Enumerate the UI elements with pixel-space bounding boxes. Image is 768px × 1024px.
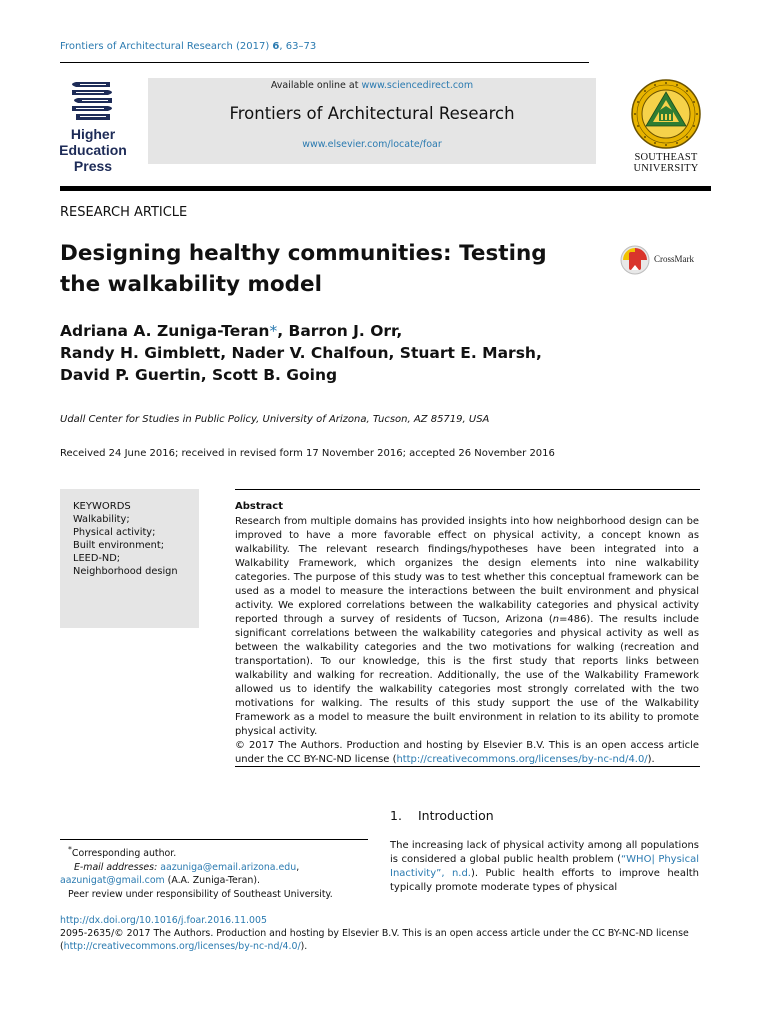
email-link-2[interactable]: aazunigat@gmail.com <box>60 875 165 887</box>
affiliation: Udall Center for Studies in Public Policy, University of Arizona, Tucson, AZ 85719, USA <box>60 414 490 425</box>
corresponding-author-link[interactable]: * <box>269 322 278 340</box>
author-names: , Barron J. Orr, <box>277 322 403 340</box>
abstract-text: =486). The results include significant correlations between the walkability categories and physical activity as well as between the walkability categories and the two motivations for walking (recreation and transportation). To our knowledge, this is the first study that reports links between walkability and walking for recreation. Additionally, the use of the Walkability Framework allowed us to identify the walkability categories most strongly correlated with the two motivations for walking. The results of this study support the use of the Walkability Framework as a model to measure the built environment in relation to its ability to promote physical activity. <box>235 614 699 737</box>
publisher-name-line: Higher <box>70 126 116 142</box>
bottom-license-link[interactable]: http://creativecommons.org/licenses/by-nc-nd/4.0/ <box>63 941 301 952</box>
journal-ref-pages: , 63–73 <box>279 41 317 52</box>
keyword-item: Built environment; <box>73 540 165 551</box>
crossmark-badge[interactable] <box>620 245 720 275</box>
intro-text: ). Public health efforts to improve health typically promote moderate types of physical <box>390 868 699 893</box>
university-name <box>624 152 708 174</box>
author-line <box>60 320 660 342</box>
publisher-name-line: Press <box>73 158 113 174</box>
crossmark-label: CrossMark <box>654 254 694 264</box>
keyword-item: LEED-ND; <box>73 553 121 564</box>
received-dates: Received 24 June 2016; received in revised form 17 November 2016; accepted 26 November 2016 <box>60 448 555 459</box>
abstract-top-rule <box>235 489 700 490</box>
license-line <box>60 940 720 953</box>
abstract-copyright: © 2017 The Authors. Production and hosting by Elsevier B.V. This is an open access article under the CC BY-NC-ND license ( <box>235 740 699 765</box>
article-type: RESEARCH ARTICLE <box>60 205 188 220</box>
author-list <box>60 320 660 386</box>
article-title: Designing healthy communities: Testing the walkability model <box>60 241 547 297</box>
available-online <box>148 80 596 91</box>
available-online-prefix: Available online at <box>270 80 362 91</box>
journal-ref-prefix: Frontiers of Architectural Research (2017) <box>60 41 273 52</box>
keyword-item: Physical activity; <box>73 527 156 538</box>
university-name-line: SOUTHEAST <box>634 152 698 163</box>
author-line: David P. Guertin, Scott B. Going <box>60 366 338 384</box>
sciencedirect-link[interactable]: www.sciencedirect.com <box>361 80 474 91</box>
abstract-body <box>235 515 699 767</box>
bottom-matter <box>60 914 720 953</box>
publisher-name <box>52 126 134 174</box>
corresponding-author-note <box>60 843 380 861</box>
email-separator: , <box>296 861 300 873</box>
journal-url-link[interactable]: www.elsevier.com/locate/foar <box>302 139 442 150</box>
university-name-line: UNIVERSITY <box>633 163 699 174</box>
email-line <box>60 861 380 875</box>
header-rule <box>60 62 589 63</box>
keywords-heading: KEYWORDS <box>73 501 131 512</box>
intro-text: The increasing lack of physical activity among all populations is considered a global public health problem ( <box>390 840 699 865</box>
crossmark-icon <box>620 245 650 275</box>
abstract-copyright-end: ). <box>647 754 655 765</box>
footnote-rule <box>60 839 368 840</box>
introduction-body <box>390 839 699 895</box>
publisher-logo <box>52 78 134 178</box>
university-seal-icon <box>630 78 702 150</box>
email-label: E-mail addresses: <box>74 861 161 873</box>
journal-reference <box>60 41 316 52</box>
section-heading <box>390 808 494 823</box>
journal-banner <box>148 78 596 164</box>
issn-line: 2095-2635/© 2017 The Authors. Production and hosting by Elsevier B.V. This is an open access article under the CC BY-NC-ND license <box>60 928 689 939</box>
email-link-1[interactable]: aazuniga@email.arizona.edu <box>160 861 297 873</box>
keywords-box <box>60 489 199 628</box>
license-close: ). <box>300 941 308 952</box>
journal-title: Frontiers of Architectural Research <box>229 104 515 123</box>
footnote-mark: * <box>68 845 72 854</box>
abstract-bottom-rule <box>235 766 700 767</box>
abstract-text: Research from multiple domains has provided insights into how neighborhood design can be improved to have a more favorable effect on physical activity, a concept known as walkability. The relevant research findings/hypotheses have been integrated into a Walkability Framework, which organizes the design elements into nine walkability categories. The purpose of this study was to test whether this conceptual framework can be used as a model to measure the interactions between the built environment and physical activity. We explored correlations between the walkability categories and physical activity reported through a survey of residents of Tucson, Arizona ( <box>235 516 699 625</box>
university-logo <box>624 78 708 178</box>
journal-ref-volume: 6 <box>272 41 280 52</box>
corresponding-author-text: Corresponding author. <box>71 848 177 860</box>
author-line: Randy H. Gimblett, Nader V. Chalfoun, Stuart E. Marsh, <box>60 344 542 362</box>
email-line <box>60 874 380 888</box>
peer-review-note: Peer review under responsibility of Southeast University. <box>68 888 333 900</box>
book-stack-icon <box>68 78 118 124</box>
email-owner: (A.A. Zuniga-Teran). <box>164 875 260 887</box>
keyword-item: Walkability; <box>73 514 130 525</box>
license-open: ( <box>60 941 64 952</box>
section-number: 1. <box>390 808 402 823</box>
keyword-item: Neighborhood design <box>73 566 178 577</box>
abstract-n-symbol: n <box>552 614 560 625</box>
doi-link[interactable]: http://dx.doi.org/10.1016/j.foar.2016.11.005 <box>60 915 267 926</box>
abstract-license-link[interactable]: http://creativecommons.org/licenses/by-nc-nd/4.0/ <box>396 754 648 765</box>
publisher-name-line: Education <box>59 142 127 158</box>
abstract-heading: Abstract <box>235 501 284 512</box>
author-name: Adriana A. Zuniga-Teran <box>60 322 270 340</box>
who-citation-link[interactable]: “WHO| Physical Inactivity”, n.d. <box>390 854 699 879</box>
header-thick-rule <box>60 186 711 191</box>
footnotes <box>60 843 380 901</box>
section-title: Introduction <box>418 808 494 823</box>
